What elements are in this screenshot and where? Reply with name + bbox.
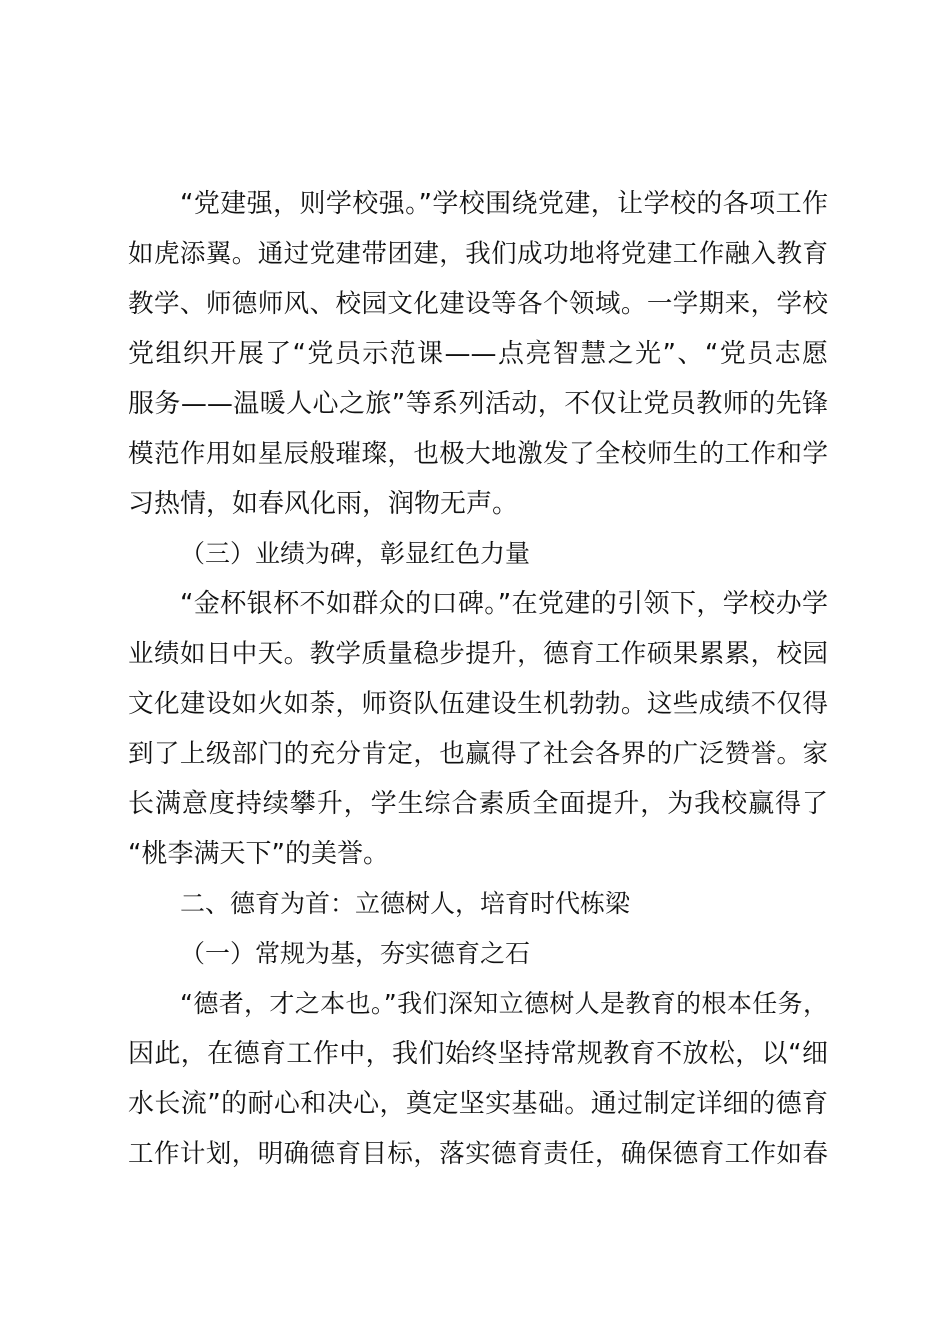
section-heading: （三）业绩为碑，彰显红色力量	[180, 539, 531, 568]
paragraph-line: 文化建设如火如荼，师资队伍建设生机勃勃。这些成绩不仅得	[128, 689, 828, 719]
paragraph-line: 党组织开展了“党员示范课——点亮智慧之光”、“党员志愿	[128, 339, 828, 369]
paragraph-line: 服务——温暖人心之旅”等系列活动，不仅让党员教师的先锋	[128, 389, 828, 419]
chapter-heading: 二、德育为首：立德树人，培育时代栋梁	[180, 889, 631, 918]
paragraph-line: “德者，才之本也。”我们深知立德树人是教育的根本任务，	[180, 989, 828, 1018]
paragraph-line: 业绩如日中天。教学质量稳步提升，德育工作硕果累累，校园	[128, 639, 828, 669]
section-heading: （一）常规为基，夯实德育之石	[180, 939, 531, 968]
paragraph-line: 因此，在德育工作中，我们始终坚持常规教育不放松，以“细	[128, 1039, 828, 1069]
paragraph-line: 到了上级部门的充分肯定，也赢得了社会各界的广泛赞誉。家	[128, 739, 828, 769]
paragraph-line: 教学、师德师风、校园文化建设等各个领域。一学期来，学校	[128, 289, 828, 319]
paragraph-line: 长满意度持续攀升，学生综合素质全面提升，为我校赢得了	[128, 789, 828, 819]
paragraph-line: “金杯银杯不如群众的口碑。”在党建的引领下，学校办学	[180, 589, 828, 619]
paragraph-line: “桃李满天下”的美誉。	[128, 839, 389, 869]
paragraph-line: 习热情，如春风化雨，润物无声。	[128, 489, 519, 519]
paragraph-line: 水长流”的耐心和决心，奠定坚实基础。通过制定详细的德育	[128, 1089, 828, 1119]
paragraph-line: “党建强，则学校强。”学校围绕党建，让学校的各项工作	[180, 189, 828, 219]
paragraph-line: 如虎添翼。通过党建带团建，我们成功地将党建工作融入教育	[128, 239, 828, 269]
paragraph-line: 工作计划，明确德育目标，落实德育责任，确保德育工作如春	[128, 1139, 828, 1169]
paragraph-line: 模范作用如星辰般璀璨，也极大地激发了全校师生的工作和学	[128, 439, 828, 469]
